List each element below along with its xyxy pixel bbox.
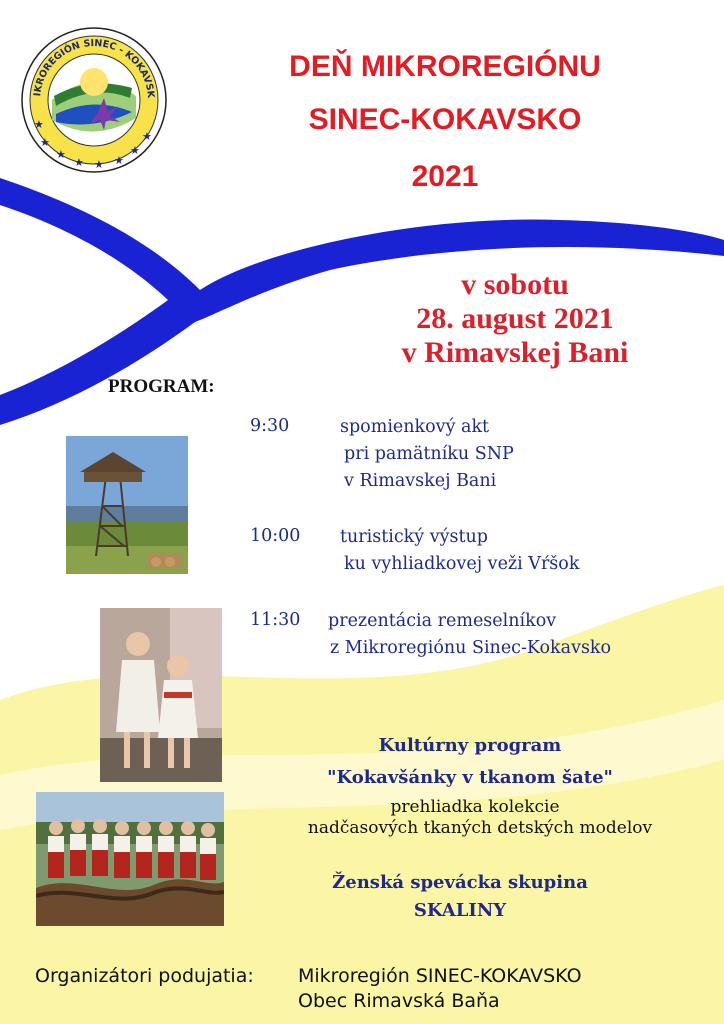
title-line-1: DEŇ MIKROREGIÓNU	[289, 50, 601, 83]
program-item-1-line-2: pri pamätníku SNP	[344, 444, 514, 464]
svg-text:★: ★	[130, 144, 140, 157]
logo	[20, 26, 168, 174]
logo-ring-text: IKROREGIÓN SINEC - KOKAVSK	[32, 37, 157, 99]
svg-text:★: ★	[74, 156, 84, 169]
culture-heading: Kultúrny program	[378, 735, 562, 756]
show-title: "Kokavšánky v tkanom šate"	[327, 767, 613, 788]
singing-group-line-1: Ženská spevácka skupina	[332, 872, 588, 893]
program-time-2: 10:00	[250, 526, 301, 546]
svg-text:★: ★	[34, 118, 44, 131]
title-year: 2021	[411, 160, 479, 193]
program-item-2-line-1: turistický výstup	[340, 527, 488, 547]
svg-text:★: ★	[114, 154, 124, 167]
singing-group-photo	[36, 792, 224, 926]
organizer-2: Obec Rimavská Baňa	[298, 990, 500, 1012]
program-item-3-line-1: prezentácia remeselníkov	[328, 611, 557, 631]
program-label: PROGRAM:	[108, 376, 215, 397]
program-item-1-line-3: v Rimavskej Bani	[344, 471, 497, 491]
program-time-1: 9:30	[250, 416, 290, 436]
svg-text:★: ★	[56, 148, 66, 161]
organizers-label: Organizátori podujatia:	[35, 965, 254, 987]
svg-text:★: ★	[40, 136, 50, 149]
event-place: v Rimavskej Bani	[401, 336, 629, 369]
svg-text:★: ★	[94, 158, 104, 171]
program-item-2-line-2: ku vyhliadkovej veži Vŕšok	[344, 554, 580, 574]
show-description-1: prehliadka kolekcie	[390, 797, 560, 817]
program-item-1-line-1: spomienkový akt	[340, 417, 490, 437]
organizer-1: Mikroregión SINEC-KOKAVSKO	[298, 965, 582, 987]
singing-group-line-2: SKALINY	[413, 900, 507, 921]
show-description-2: nadčasových tkaných detských modelov	[307, 818, 653, 838]
event-date: 28. august 2021	[416, 302, 614, 335]
girls-folk-dress-photo	[100, 608, 222, 782]
lookout-tower-photo	[66, 436, 188, 574]
program-time-3: 11:30	[250, 610, 301, 630]
event-day: v sobotu	[461, 268, 569, 301]
program-item-3-line-2: z Mikroregiónu Sinec-Kokavsko	[330, 638, 612, 658]
title-line-2: SINEC-KOKAVSKO	[308, 103, 582, 136]
svg-text:★: ★	[142, 130, 152, 143]
